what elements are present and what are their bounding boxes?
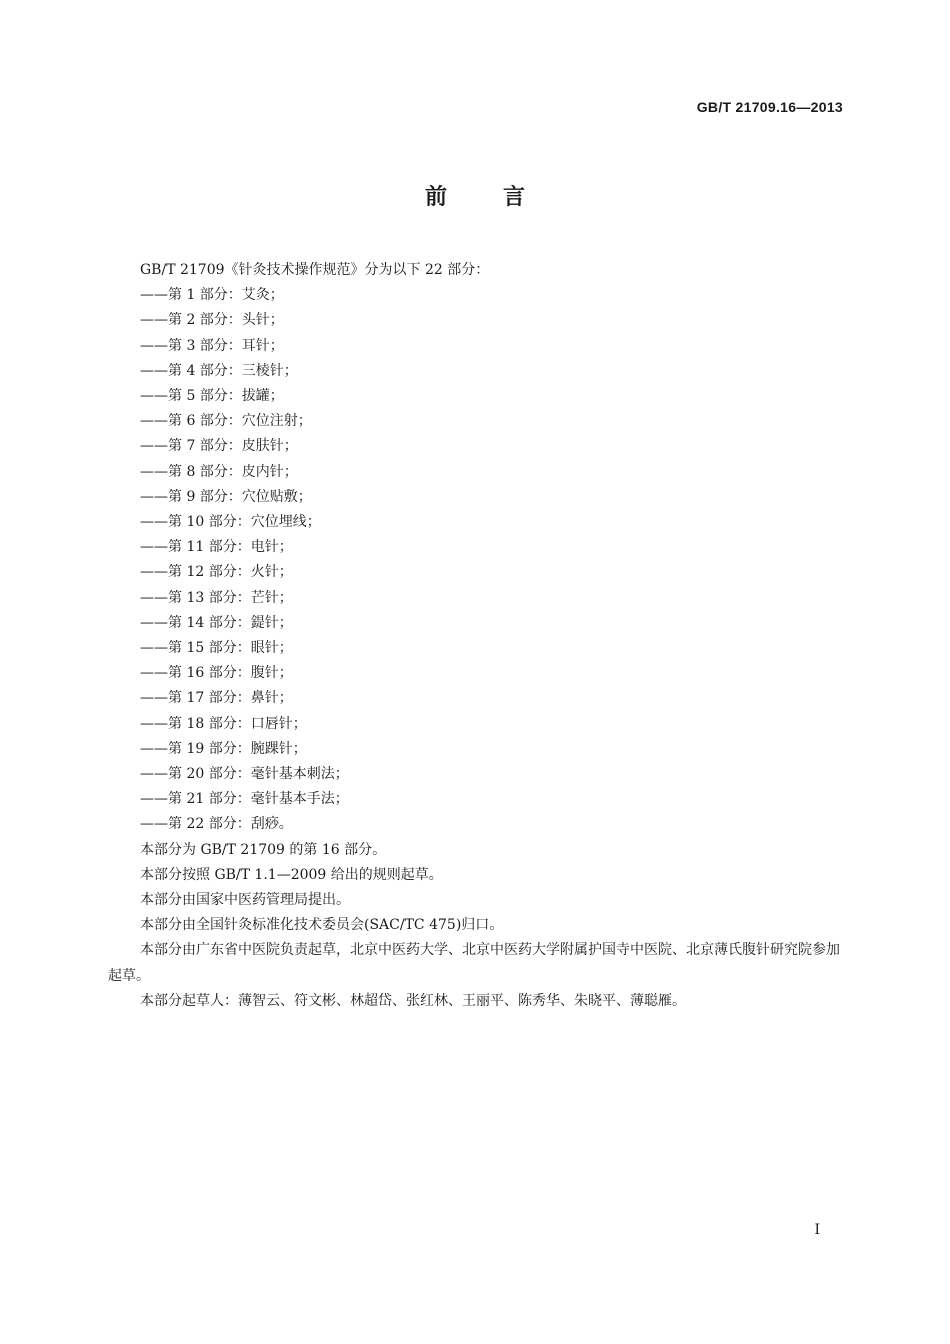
list-item: ——第 6 部分：穴位注射； (140, 413, 312, 430)
list-item: ——第 4 部分：三棱针； (140, 362, 298, 379)
list-item: ——第 15 部分：眼针； (140, 640, 293, 657)
page-title: 前言 (424, 185, 581, 210)
drafting-rules-paragraph: 本部分按照 GB/T 1.1—2009 给出的规则起草。 (140, 866, 443, 883)
intro-paragraph: GB/T 21709《针灸技术操作规范》分为以下 22 部分： (140, 262, 490, 278)
list-item: ——第 11 部分：电针； (140, 539, 293, 556)
list-item: ——第 5 部分：拔罐； (140, 388, 284, 405)
list-item: ——第 8 部分：皮内针； (140, 463, 298, 480)
proposer-paragraph: 本部分由国家中医药管理局提出。 (140, 892, 350, 909)
committee-paragraph: 本部分由全国针灸标准化技术委员会(SAC/TC 475)归口。 (140, 917, 504, 934)
list-item: ——第 17 部分：鼻针； (140, 690, 293, 707)
list-item: ——第 13 部分：芒针； (140, 589, 293, 606)
list-item: ——第 10 部分：穴位埋线； (140, 514, 321, 531)
page-number: I (814, 1222, 820, 1238)
list-item: ——第 3 部分：耳针； (140, 337, 284, 354)
part-designation-paragraph: 本部分为 GB/T 21709 的第 16 部分。 (140, 841, 387, 858)
list-item: ——第 2 部分：头针； (140, 312, 284, 329)
list-item: ——第 7 部分：皮肤针； (140, 438, 298, 455)
list-item: ——第 20 部分：毫针基本刺法； (140, 766, 349, 783)
list-item: ——第 19 部分：腕踝针； (140, 740, 307, 757)
list-item: ——第 1 部分：艾灸； (140, 287, 284, 304)
list-item: ——第 22 部分：刮痧。 (140, 816, 293, 833)
list-item: ——第 12 部分：火针； (140, 564, 293, 581)
foreword-body (108, 258, 844, 1014)
list-item: ——第 9 部分：穴位贴敷； (140, 488, 312, 505)
drafting-units-paragraph: 本部分由广东省中医院负责起草，北京中医药大学、北京中医药大学附属护国寺中医院、北京薄氏腹针研究院参加起草。 (108, 942, 840, 984)
list-item: ——第 16 部分：腹针； (140, 665, 293, 682)
parts-list (108, 283, 844, 837)
list-item: ——第 14 部分：鍉针； (140, 614, 293, 631)
document-code: GB/T 21709.16—2013 (696, 99, 843, 115)
drafters-paragraph: 本部分起草人：薄智云、符文彬、林超岱、张红林、王丽平、陈秀华、朱晓平、薄聪雁。 (140, 992, 686, 1009)
list-item: ——第 21 部分：毫针基本手法； (140, 791, 349, 808)
list-item: ——第 18 部分：口唇针； (140, 715, 307, 732)
